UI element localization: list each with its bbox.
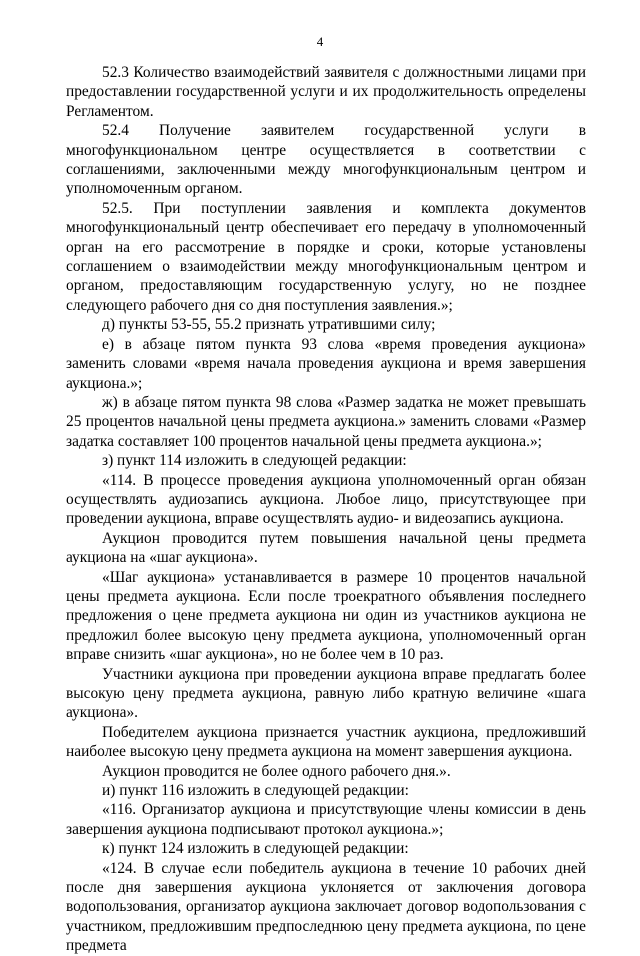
paragraph-item-d: д) пункты 53-55, 55.2 признать утратившими силу; bbox=[102, 316, 436, 334]
paragraph-item-i: и) пункт 116 изложить в следующей редакции: bbox=[102, 782, 409, 800]
paragraph-duration: Аукцион проводится не более одного рабочего дня.». bbox=[102, 762, 451, 780]
paragraph-auction-method: Аукцион проводится путем повышения начальной цены предмета аукциона на «шаг аукциона». bbox=[66, 529, 586, 567]
paragraph-114: «114. В процессе проведения аукциона уполномоченный орган обязан осуществлять аудиозапись аукциона. Любое лицо, присутствующее при проведении аукциона, вправе осуществлять аудио- и видеозапись аукциона. bbox=[66, 471, 586, 528]
paragraph-auction-step: «Шаг аукциона» устанавливается в размере 10 процентов начальной цены предмета аукциона. Если после троекратного объявления последнего предложения о цене предмета аукциона ни один из участников аукциона не предложил более высокую цену предмета аукциона, уполномоченный орган вправе снизить «шаг аукциона», но не более чем в 10 раз. bbox=[66, 568, 586, 664]
paragraph-52-4: 52.4 Получение заявителем государственной услуги в многофункциональном центре осуществляется в соответствии с соглашениями, заключенными между многофункциональным центром и уполномоченным органом. bbox=[66, 122, 586, 198]
paragraph-52-3: 52.3 Количество взаимодействий заявителя с должностными лицами при предоставлении государственной услуги и их продолжительность определены Регламентом. bbox=[66, 64, 586, 120]
paragraph-124: «124. В случае если победитель аукциона в течение 10 рабочих дней после дня завершения аукциона уклоняется от заключения договора водопользования, организатор аукциона заключает договор водопользования с участником, предложившим предпоследнюю цену предмета аукциона, по цене предмета bbox=[66, 859, 586, 955]
paragraph-item-k: к) пункт 124 изложить в следующей редакции: bbox=[102, 840, 409, 858]
paragraph-116: «116. Организатор аукциона и присутствующие члены комиссии в день завершения аукциона подписывают протокол аукциона.»; bbox=[66, 801, 586, 838]
paragraph-item-zh: ж) в абзаце пятом пункта 98 слова «Размер задатка не может превышать 25 процентов начальной цены предмета аукциона.» заменить словами «Размер задатка составляет 100 процентов начальной цены предмета аукциона.»; bbox=[66, 393, 586, 450]
page-number: 4 bbox=[316, 34, 324, 49]
paragraph-52-5: 52.5. При поступлении заявления и комплекта документов многофункциональный центр обеспечивает его передачу в уполномоченный орган на его рассмотрение в порядке и сроки, которые установлены соглашением о взаимодействии между многофункциональным центром и органом, предоставляющим государственную услугу, но не позднее следующего рабочего дня со дня поступления заявления.»; bbox=[66, 199, 586, 314]
document-body bbox=[66, 63, 586, 956]
paragraph-item-e: е) в абзаце пятом пункта 93 слова «время проведения аукциона» заменить словами «время начала проведения аукциона и время завершения аукциона.»; bbox=[66, 335, 586, 392]
paragraph-participants: Участники аукциона при проведении аукциона вправе предлагать более высокую цену предмета аукциона, равную либо кратную величине «шага аукциона». bbox=[66, 665, 586, 722]
paragraph-item-z: з) пункт 114 изложить в следующей редакции: bbox=[102, 452, 407, 470]
paragraph-winner: Победителем аукциона признается участник аукциона, предложивший наиболее высокую цену предмета аукциона на момент завершения аукциона. bbox=[66, 723, 586, 761]
